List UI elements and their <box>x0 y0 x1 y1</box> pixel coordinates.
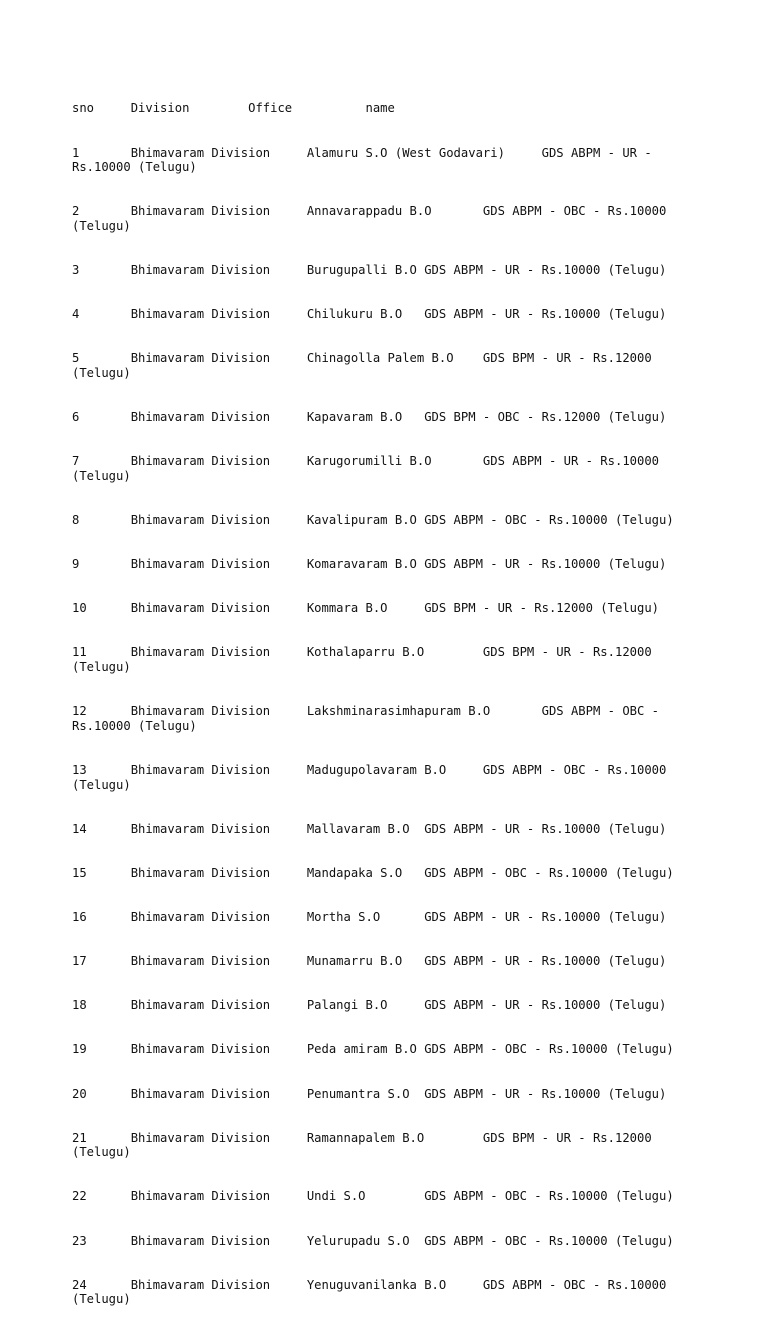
list-line: 8 Bhimavaram Division Kavalipuram B.O GDS ABPM - OBC - Rs.10000 (Telugu) <box>72 513 674 528</box>
list-line: 18 Bhimavaram Division Palangi B.O GDS ABPM - UR - Rs.10000 (Telugu) <box>72 998 667 1013</box>
list-line: 7 Bhimavaram Division Karugorumilli B.O GDS ABPM - UR - Rs.10000 (Telugu) <box>72 454 667 483</box>
list-line: 24 Bhimavaram Division Yenuguvanilanka B.O GDS ABPM - OBC - Rs.10000 (Telugu) <box>72 1277 674 1307</box>
list-line: 14 Bhimavaram Division Mallavaram B.O GDS ABPM - UR - Rs.10000 (Telugu) <box>72 821 667 836</box>
list-line: 5 Bhimavaram Division Chinagolla Palem B.O GDS BPM - UR - Rs.12000 (Telugu) <box>72 351 660 381</box>
list-line: 17 Bhimavaram Division Munamarru B.O GDS ABPM - UR - Rs.10000 (Telugu) <box>72 954 667 969</box>
list-line: 21 Bhimavaram Division Ramannapalem B.O GDS BPM - UR - Rs.12000 (Telugu) <box>72 1130 660 1160</box>
header-line: sno Division Office name <box>72 101 395 116</box>
document-body <box>72 72 712 1322</box>
list-line: 3 Bhimavaram Division Burugupalli B.O GDS ABPM - UR - Rs.10000 (Telugu) <box>72 263 667 278</box>
list-line: 15 Bhimavaram Division Mandapaka S.O GDS ABPM - OBC - Rs.10000 (Telugu) <box>72 865 674 880</box>
list-line: 16 Bhimavaram Division Mortha S.O GDS ABPM - UR - Rs.10000 (Telugu) <box>72 910 667 925</box>
list-line: 6 Bhimavaram Division Kapavaram B.O GDS BPM - OBC - Rs.12000 (Telugu) <box>72 410 667 425</box>
list-line: 22 Bhimavaram Division Undi S.O GDS ABPM - OBC - Rs.10000 (Telugu) <box>72 1189 674 1204</box>
list-line: 9 Bhimavaram Division Komaravaram B.O GDS ABPM - UR - Rs.10000 (Telugu) <box>72 557 667 572</box>
list-line: 20 Bhimavaram Division Penumantra S.O GDS ABPM - UR - Rs.10000 (Telugu) <box>72 1086 667 1101</box>
list-line: 4 Bhimavaram Division Chilukuru B.O GDS ABPM - UR - Rs.10000 (Telugu) <box>72 307 667 322</box>
list-line: 11 Bhimavaram Division Kothalaparru B.O GDS BPM - UR - Rs.12000 (Telugu) <box>72 645 660 675</box>
list-line: 23 Bhimavaram Division Yelurupadu S.O GDS ABPM - OBC - Rs.10000 (Telugu) <box>72 1233 674 1248</box>
list-line: 2 Bhimavaram Division Annavarappadu B.O GDS ABPM - OBC - Rs.10000 (Telugu) <box>72 204 674 234</box>
list-line: 19 Bhimavaram Division Peda amiram B.O GDS ABPM - OBC - Rs.10000 (Telugu) <box>72 1042 674 1057</box>
list-line: 10 Bhimavaram Division Kommara B.O GDS BPM - UR - Rs.12000 (Telugu) <box>72 601 660 616</box>
list-line: 13 Bhimavaram Division Madugupolavaram B.O GDS ABPM - OBC - Rs.10000 (Telugu) <box>72 763 674 792</box>
list-line: 12 Bhimavaram Division Lakshminarasimhapuram B.O GDS ABPM - OBC - Rs.10000 (Telugu) <box>72 704 667 733</box>
list-line: 1 Bhimavaram Division Alamuru S.O (West Godavari) GDS ABPM - UR - Rs.10000 (Telugu) <box>72 145 660 175</box>
